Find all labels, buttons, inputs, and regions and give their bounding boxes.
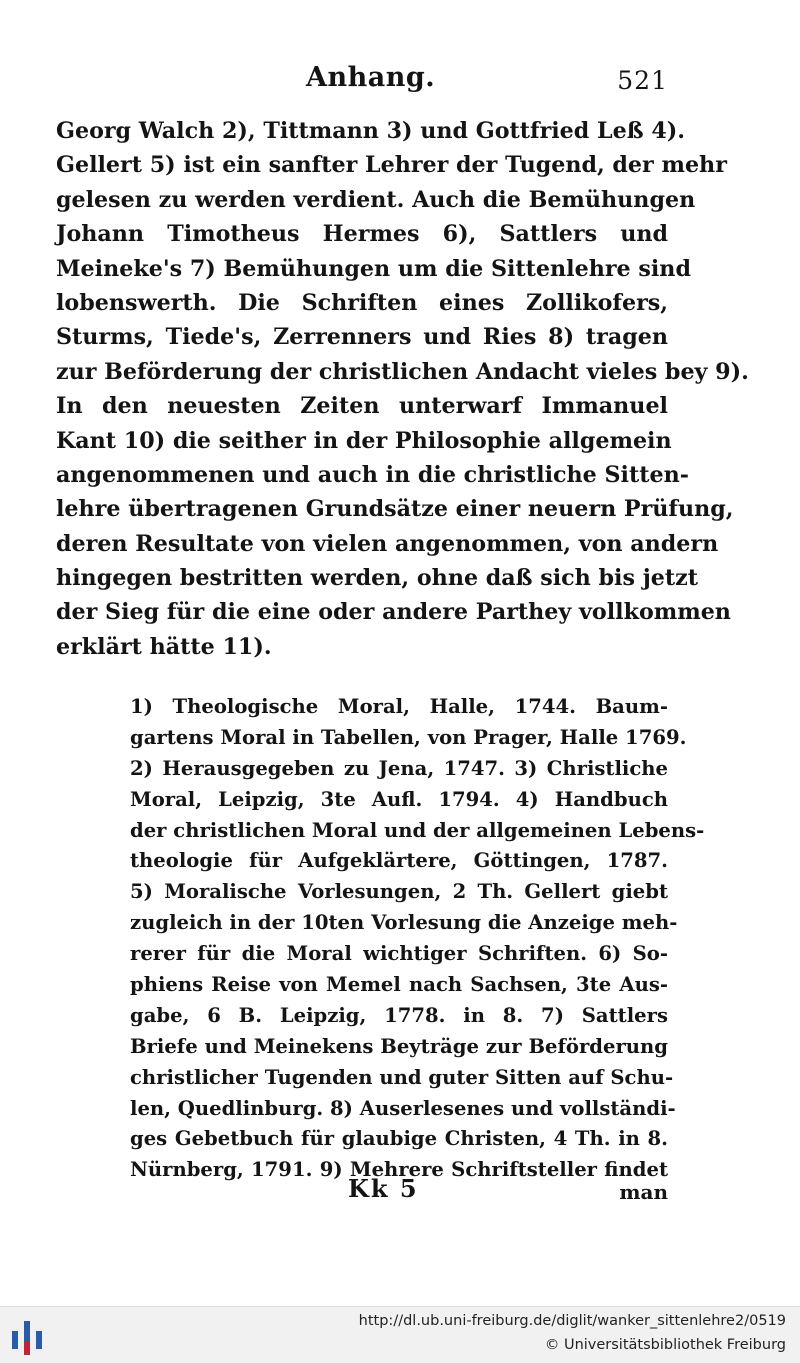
catchword: man xyxy=(619,1180,668,1204)
footnote-line: zugleich in der 10ten Vorlesung die Anzeige meh- xyxy=(130,911,678,935)
footnote-line: Briefe und Meinekens Beyträge zur Beförderung xyxy=(130,1034,668,1058)
text-line: angenommenen und auch in die christliche Sitten- xyxy=(56,461,689,488)
copyright-notice: © Universitätsbibliothek Freiburg xyxy=(544,1337,786,1353)
main-text xyxy=(56,114,749,664)
text-line: Kant 10) die seither in der Philosophie allgemein xyxy=(56,427,672,454)
footnote-line: theologie für Aufgeklärtere, Göttingen, 1787. xyxy=(130,849,668,873)
running-title: Anhang. xyxy=(306,62,436,93)
footnote-line: christlicher Tugenden und guter Sitten auf Schu- xyxy=(130,1065,674,1089)
page-foot xyxy=(130,1174,668,1214)
footnote-line: Nürnberg, 1791. 9) Mehrere Schriftsteller findet xyxy=(130,1158,668,1182)
text-line: deren Resultate von vielen angenommen, von andern xyxy=(56,530,719,557)
page-number: 521 xyxy=(617,66,668,95)
page-header xyxy=(56,58,668,98)
signature-mark: Kk 5 xyxy=(348,1174,419,1203)
footnotes xyxy=(130,692,705,1186)
text-line: zur Beförderung der christlichen Andacht vieles bey 9). xyxy=(56,358,749,385)
footnote-line: gabe, 6 B. Leipzig, 1778. in 8. 7) Sattlers xyxy=(130,1003,668,1027)
text-line: hingegen bestritten werden, ohne daß sich bis jetzt xyxy=(56,565,698,592)
footnote-line: 2) Herausgegeben zu Jena, 1747. 3) Christliche xyxy=(130,756,668,780)
text-line: lehre übertragenen Grundsätze einer neuern Prüfung, xyxy=(56,496,734,523)
text-line: Meineke's 7) Bemühungen um die Sittenlehre sind xyxy=(56,255,691,282)
footnote-line: der christlichen Moral und der allgemeinen Lebens- xyxy=(130,818,705,842)
text-line: lobenswerth. Die Schriften eines Zollikofers, xyxy=(56,289,668,316)
text-line: Sturms, Tiede's, Zerrenners und Ries 8) tragen xyxy=(56,324,668,351)
text-line: Johann Timotheus Hermes 6), Sattlers und xyxy=(56,221,668,248)
text-line: gelesen zu werden verdient. Auch die Bemühungen xyxy=(56,186,696,213)
text-line: Georg Walch 2), Tittmann 3) und Gottfried Leß 4). xyxy=(56,118,685,144)
footnote-line: gartens Moral in Tabellen, von Prager, Halle 1769. xyxy=(130,725,687,749)
footnote-line: 1) Theologische Moral, Halle, 1744. Baum- xyxy=(130,695,668,718)
footnote-line: phiens Reise von Memel nach Sachsen, 3te Aus- xyxy=(130,973,668,997)
footnote-line: ges Gebetbuch für glaubige Christen, 4 Th. in 8. xyxy=(130,1127,668,1151)
permalink-url[interactable]: http://dl.ub.uni-freiburg.de/diglit/wanker_sittenlehre2/0519 xyxy=(358,1313,786,1329)
footnote-line: Moral, Leipzig, 3te Aufl. 1794. 4) Handbuch xyxy=(130,787,668,811)
text-line: In den neuesten Zeiten unterwarf Immanuel xyxy=(56,393,668,420)
footnote-line: len, Quedlinburg. 8) Auserlesenes und vollständi- xyxy=(130,1096,676,1120)
text-line: der Sieg für die eine oder andere Parthey vollkommen xyxy=(56,599,731,626)
viewer-footer-bar xyxy=(0,1306,800,1363)
footnote-line: rerer für die Moral wichtiger Schriften. 6) So- xyxy=(130,942,668,966)
ub-freiburg-logo-icon[interactable] xyxy=(12,1317,42,1355)
text-line: Gellert 5) ist ein sanfter Lehrer der Tugend, der mehr xyxy=(56,152,727,179)
footnote-line: 5) Moralische Vorlesungen, 2 Th. Gellert giebt xyxy=(130,880,668,904)
text-line: erklärt hätte 11). xyxy=(56,633,272,660)
